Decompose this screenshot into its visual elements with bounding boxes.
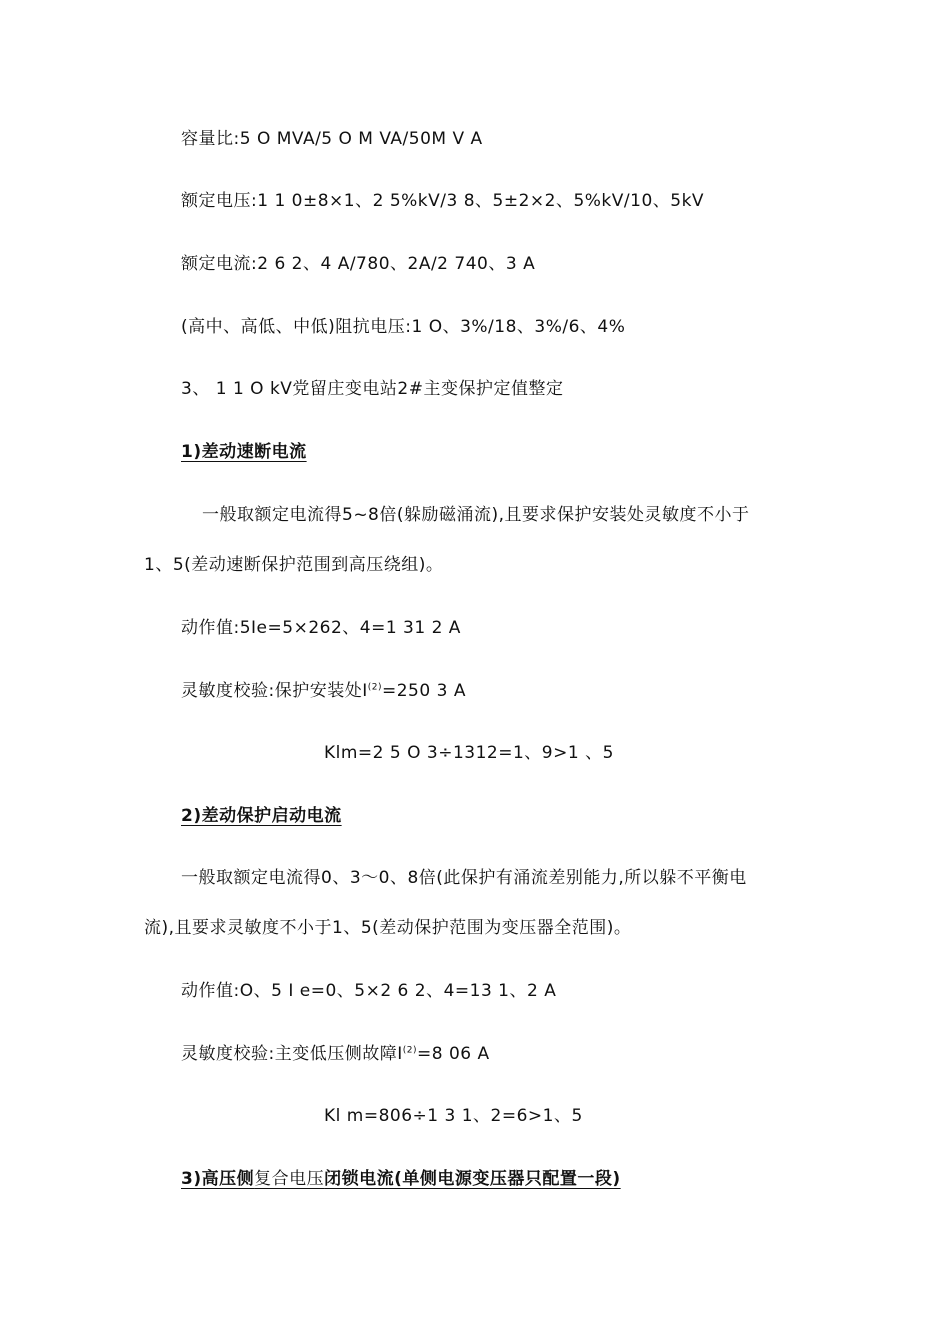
item2-paragraph-line2: 流),且要求灵敏度不小于1、5(差动保护范围为变压器全范围)。 [144, 918, 632, 938]
capacity-ratio-line: 容量比:5 O MVA/5 O M VA/50M V A [181, 129, 483, 149]
item2-check-superscript: (2) [402, 1045, 417, 1056]
item2-heading: 2)差动保护启动电流 [181, 806, 342, 826]
section-title: 3、 1 1 O kV党留庄变电站2#主变保护定值整定 [181, 379, 564, 399]
item2-check-prefix: 灵敏度校验:主变低压侧故障I [181, 1044, 403, 1064]
item3-heading-part3: 闭锁电流(单侧电源变压器只配置一段) [324, 1169, 621, 1189]
item2-sensitivity-check [181, 1043, 490, 1065]
rated-current-line: 额定电流:2 6 2、4 A/780、2A/2 740、3 A [181, 254, 536, 274]
item1-check-superscript: (2) [367, 682, 382, 693]
impedance-voltage-line: (高中、高低、中低)阻抗电压:1 O、3%/18、3%/6、4% [181, 317, 626, 337]
item1-check-suffix: =250 3 A [382, 681, 466, 701]
item1-heading: 1)差动速断电流 [181, 442, 307, 462]
item2-formula: Kl m=806÷1 3 1、2=6>1、5 [324, 1106, 583, 1126]
item1-paragraph-line1: 一般取额定电流得5~8倍(躲励磁涌流),且要求保护安装处灵敏度不小于 [202, 505, 750, 525]
item3-heading-part2: 复合电压 [254, 1169, 325, 1189]
item1-check-prefix: 灵敏度校验:保护安装处I [181, 681, 368, 701]
item1-sensitivity-check [181, 680, 466, 702]
item2-paragraph-line1: 一般取额定电流得0、3～0、8倍(此保护有涌流差别能力,所以躲不平衡电 [181, 868, 747, 888]
item1-action-value: 动作值:5Ie=5×262、4=1 31 2 A [181, 618, 461, 638]
item3-heading-part1: 3)高压侧 [181, 1169, 255, 1189]
item1-formula: Klm=2 5 O 3÷1312=1、9>1 、5 [324, 743, 614, 763]
item2-check-suffix: =8 06 A [417, 1044, 490, 1064]
item3-heading [181, 1168, 621, 1190]
item1-paragraph-line2: 1、5(差动速断保护范围到高压绕组)。 [144, 555, 444, 575]
item2-action-value: 动作值:O、5 I e=0、5×2 6 2、4=13 1、2 A [181, 981, 557, 1001]
rated-voltage-line: 额定电压:1 1 0±8×1、2 5%kV/3 8、5±2×2、5%kV/10、5kV [181, 191, 705, 211]
